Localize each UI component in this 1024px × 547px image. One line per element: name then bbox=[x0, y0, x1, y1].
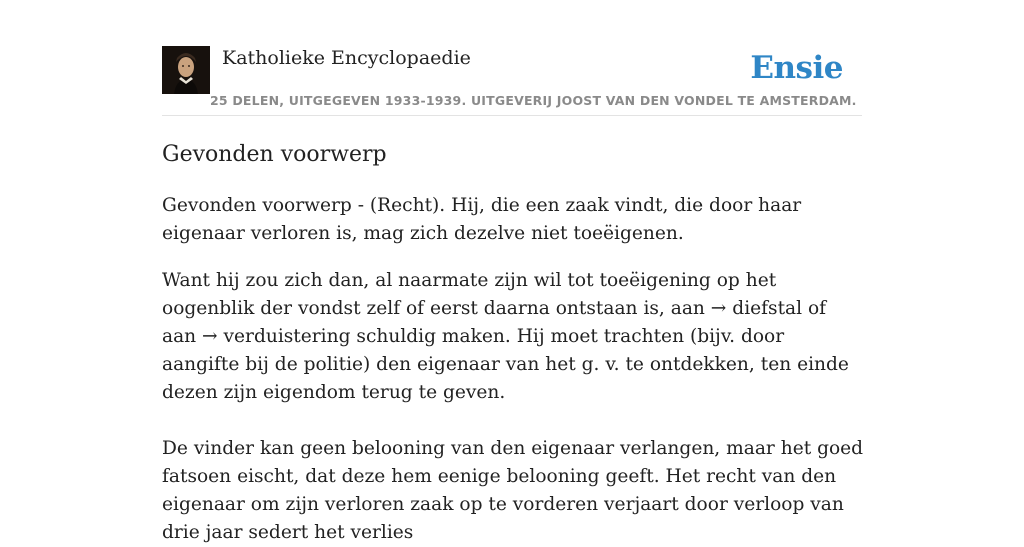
encyclopedia-title[interactable]: Katholieke Encyclopaedie bbox=[222, 47, 471, 69]
article-paragraph: Gevonden voorwerp - (Recht). Hij, die een zaak vindt, die door haar eigenaar verloren is, mag zich dezelve niet toeëigenen. bbox=[162, 195, 802, 244]
article-paragraph: De vinder kan geen belooning van den eigenaar verlangen, maar het goed fatsoen eischt, dat deze hem eenige belooning geeft. Het recht van den eigenaar om zijn verloren zaak op te vorderen verjaart door verloop van drie jaar sedert het verlies bbox=[162, 438, 864, 543]
article-content bbox=[162, 140, 866, 547]
brand-logo-link[interactable]: Ensie bbox=[750, 50, 843, 86]
encyclopedia-subtitle: 25 DELEN, UITGEGEVEN 1933-1939. UITGEVERIJ JOOST VAN DEN VONDEL TE AMSTERDAM. bbox=[210, 93, 857, 108]
site-header bbox=[162, 46, 862, 116]
page-title: Gevonden voorwerp bbox=[162, 142, 387, 167]
portrait-icon bbox=[162, 46, 210, 94]
article-paragraph: Want hij zou zich dan, al naarmate zijn wil tot toeëigening op het oogenblik der vondst zelf of eerst daarna ontstaan is, aan → diefstal of aan → verduistering schuldig maken. Hij moet trachten (bijv. door aangifte bij de politie) den eigenaar van het g. v. te ontdekken, ten einde dezen zijn eigendom terug te geven. bbox=[162, 270, 849, 403]
portrait-avatar[interactable] bbox=[162, 46, 210, 94]
